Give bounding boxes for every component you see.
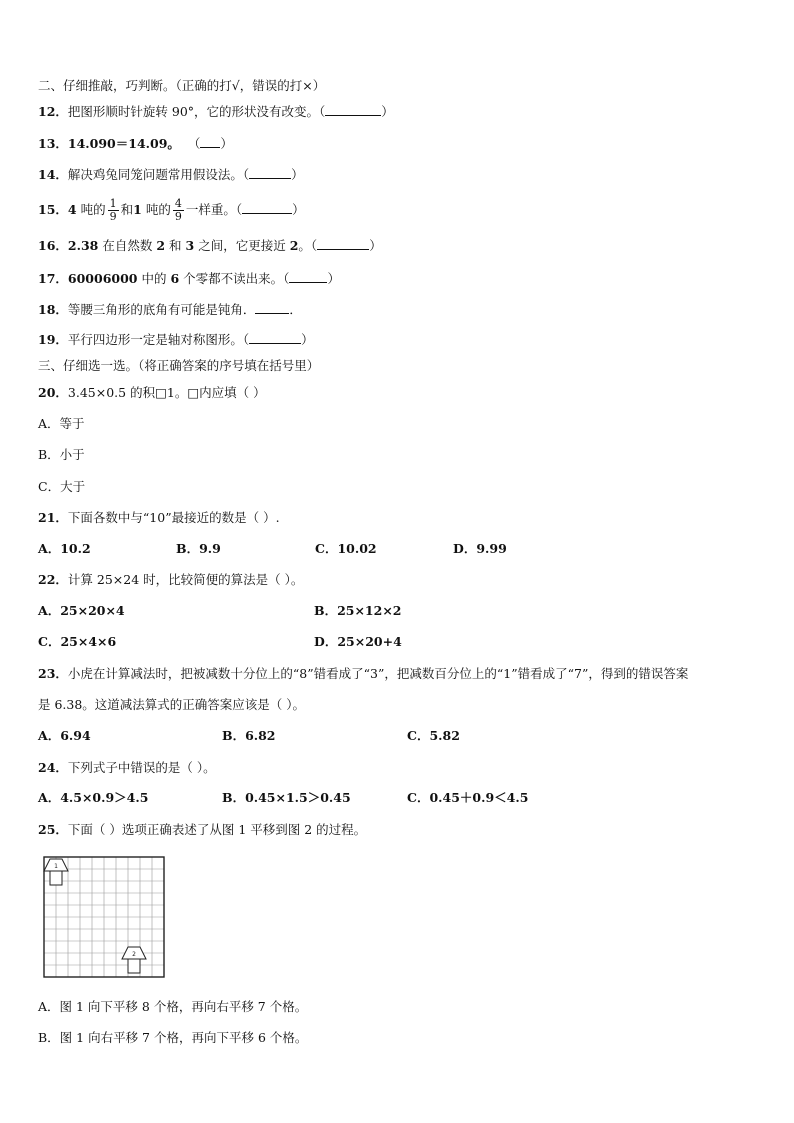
option-a[interactable]: A．4.5×0.9＞4.5	[38, 790, 149, 805]
question-24	[38, 760, 216, 776]
question-text: 个零都不读出来。（	[183, 271, 290, 286]
question-text-end: ）	[291, 167, 304, 182]
answer-blank[interactable]	[249, 168, 291, 179]
question-text: 吨的	[145, 202, 171, 217]
question-text: 在自然数	[102, 238, 153, 253]
value: 2	[289, 238, 299, 253]
value: 1	[133, 202, 142, 217]
question-text: 一样重。（	[185, 202, 243, 217]
question-number: 24．	[38, 760, 68, 775]
value: 2.38	[67, 238, 99, 253]
question-14	[38, 167, 304, 183]
option-b[interactable]: B．图 1 向右平移 7 个格，再向下平移 6 个格。	[38, 1030, 308, 1045]
option-b[interactable]: B．9.9	[176, 541, 221, 556]
question-text-end: ）	[327, 271, 340, 286]
question-text: 和	[120, 202, 134, 217]
answer-blank[interactable]	[249, 333, 301, 344]
question-stem: 下面各数中与“10”最接近的数是（ ）.	[67, 510, 280, 525]
option-a[interactable]: A．等于	[38, 416, 85, 431]
question-stem: 小虎在计算减法时，把被减数十分位上的“8”错看成了“3”，把减数百分位上的“1”错看成了“7”，得到的错误答案	[67, 666, 689, 681]
question-22	[38, 572, 303, 588]
question-22-options-row-1	[38, 603, 758, 619]
question-stem: 下面（ ）选项正确表述了从图 1 平移到图 2 的过程。	[67, 822, 367, 837]
section-2-heading: 二、仔细推敲，巧判断。（正确的打√，错误的打×）	[38, 78, 326, 93]
option-c[interactable]: C．0.45＋0.9＜4.5	[407, 790, 529, 805]
question-expression: 14.090＝14.09。	[67, 136, 180, 151]
value: 3	[185, 238, 195, 253]
question-number: 23．	[38, 666, 68, 681]
option-c[interactable]: C．10.02	[315, 541, 377, 556]
question-number: 12．	[38, 104, 68, 119]
question-number: 14．	[38, 167, 68, 182]
question-23-options	[38, 728, 758, 744]
question-13	[38, 136, 233, 152]
value: 4	[67, 202, 77, 217]
question-text: 吨的	[80, 202, 106, 217]
option-d[interactable]: D．9.99	[453, 541, 507, 556]
question-text: 。（	[298, 238, 318, 253]
value: 6	[170, 271, 180, 286]
section-3-heading: 三、仔细选一选。（将正确答案的序号填在括号里）	[38, 358, 320, 373]
figure-1-label: 1	[54, 863, 58, 870]
question-number: 17．	[38, 271, 68, 286]
option-a[interactable]: A．25×20×4	[38, 603, 125, 618]
question-17	[38, 271, 340, 287]
question-25	[38, 822, 366, 838]
question-20	[38, 385, 266, 401]
option-c[interactable]: C．5.82	[407, 728, 460, 743]
option-a[interactable]: A．6.94	[38, 728, 91, 743]
question-stem: 下列式子中错误的是（ ）。	[67, 760, 216, 775]
translation-grid-figure	[42, 855, 168, 980]
option-d[interactable]: D．25×20+4	[314, 634, 402, 649]
option-b[interactable]: B．6.82	[222, 728, 276, 743]
answer-blank[interactable]	[289, 272, 327, 283]
question-number: 15．	[38, 202, 68, 217]
paren-close: ）	[220, 136, 233, 151]
figure-2-label: 2	[132, 951, 136, 958]
question-number: 13．	[38, 136, 68, 151]
question-number: 20．	[38, 385, 68, 400]
paren-open: （	[187, 136, 201, 151]
question-text-end: ）	[369, 238, 382, 253]
question-text: 把图形顺时针旋转 90°，它的形状没有改变。（	[67, 104, 326, 119]
answer-blank[interactable]	[325, 105, 381, 116]
fraction-1-9	[108, 198, 119, 223]
question-23-line-2: 是 6.38。这道减法算式的正确答案应该是（ ）。	[38, 697, 306, 712]
question-number: 21．	[38, 510, 68, 525]
question-text-end: ．	[289, 302, 302, 317]
question-21-options	[38, 541, 758, 557]
question-stem: 3.45×0.5 的积□1。□内应填（ ）	[67, 385, 266, 400]
question-22-options-row-2	[38, 634, 758, 650]
question-23-line-1	[38, 666, 688, 682]
answer-blank[interactable]	[242, 203, 292, 214]
fraction-numerator: 1	[109, 197, 117, 210]
option-b[interactable]: B．25×12×2	[314, 603, 402, 618]
question-number: 16．	[38, 238, 68, 253]
fraction-numerator: 4	[174, 197, 182, 210]
question-12	[38, 104, 394, 120]
question-number: 18．	[38, 302, 68, 317]
question-text-end: ）	[301, 332, 314, 347]
option-a[interactable]: A．图 1 向下平移 8 个格，再向右平移 7 个格。	[38, 999, 308, 1014]
option-c[interactable]: C．25×4×6	[38, 634, 117, 649]
fraction-4-9	[173, 198, 184, 223]
question-text: 中的	[141, 271, 167, 286]
question-19	[38, 332, 314, 348]
question-21	[38, 510, 280, 526]
question-15	[38, 194, 305, 226]
fraction-denominator: 9	[174, 210, 182, 223]
question-text-end: ）	[381, 104, 394, 119]
value: 60006000	[67, 271, 138, 286]
question-text: 之间，它更接近	[198, 238, 286, 253]
answer-blank[interactable]	[255, 303, 289, 314]
fraction-denominator: 9	[109, 210, 117, 223]
option-a[interactable]: A．10.2	[38, 541, 91, 556]
question-16	[38, 238, 382, 254]
question-text-end: ）	[292, 202, 305, 217]
question-18	[38, 302, 302, 318]
question-text: 解决鸡兔同笼问题常用假设法。（	[67, 167, 250, 182]
question-stem: 计算 25×24 时，比较简便的算法是（ ）。	[67, 572, 304, 587]
option-b[interactable]: B．小于	[38, 447, 85, 462]
option-b[interactable]: B．0.45×1.5＞0.45	[222, 790, 351, 805]
question-text: 和	[169, 238, 182, 253]
question-text: 等腰三角形的底角有可能是钝角．	[67, 302, 256, 317]
value: 2	[156, 238, 166, 253]
option-c[interactable]: C．大于	[38, 479, 86, 494]
question-number: 22．	[38, 572, 68, 587]
answer-blank[interactable]	[317, 239, 369, 250]
answer-blank[interactable]	[200, 137, 220, 148]
question-text: 平行四边形一定是轴对称图形。（	[67, 332, 250, 347]
question-number: 25．	[38, 822, 68, 837]
question-number: 19．	[38, 332, 68, 347]
question-24-options	[38, 790, 758, 806]
